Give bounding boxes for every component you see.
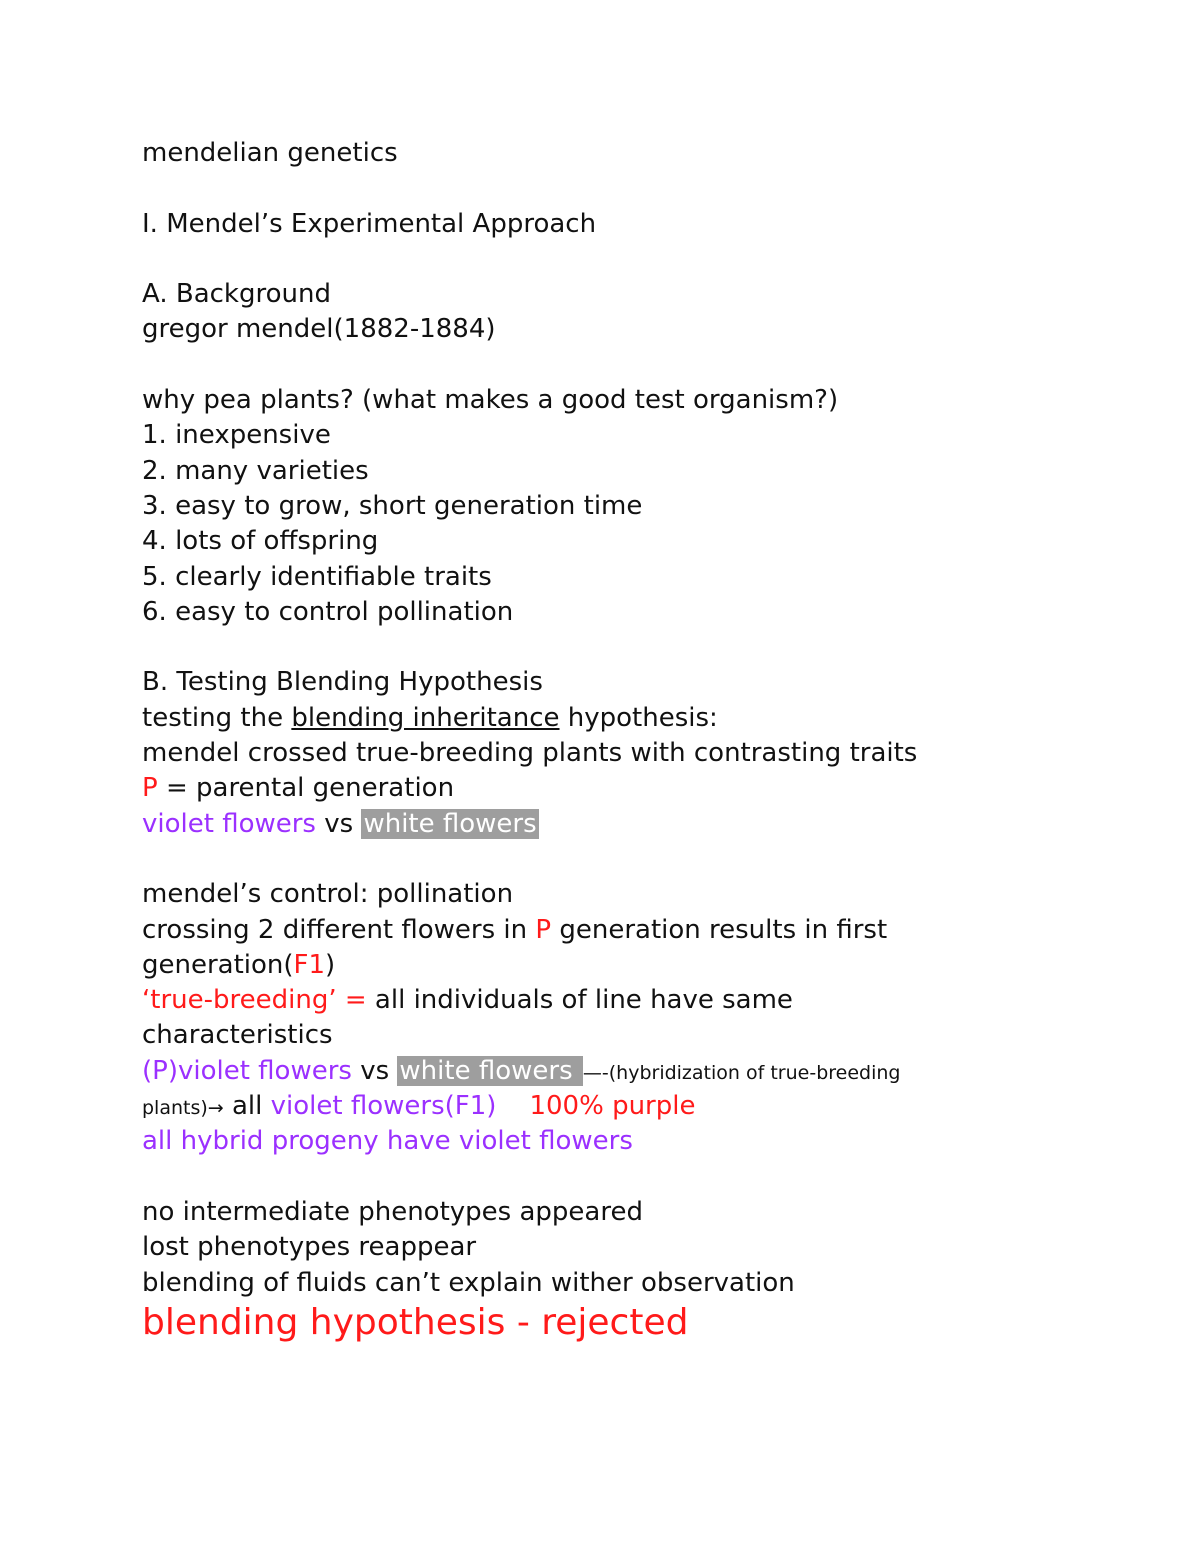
list-item: 6. easy to control pollination [142, 596, 514, 627]
section-heading: I. Mendel’s Experimental Approach [142, 208, 597, 239]
mendel-dates: gregor mendel(1882-1884) [142, 314, 496, 345]
list-item: 5. clearly identifiable traits [142, 561, 492, 592]
crossing-line: crossing 2 different flowers in P generation results in first [142, 914, 888, 945]
control-line: mendel’s control: pollination [142, 879, 514, 910]
characteristics-line: characteristics [142, 1020, 333, 1051]
percent-purple: 100% purple [529, 1091, 696, 1122]
true-breeding-term: ‘true-breeding’ = [142, 985, 367, 1016]
document-page [142, 136, 1062, 1345]
p-label: P [142, 773, 158, 804]
testing-line: testing the blending inheritance hypothesis: [142, 702, 718, 733]
violet-flowers: violet flowers [142, 808, 316, 839]
flowers-line: violet flowers vs white flowers [142, 808, 537, 839]
blending-inheritance-term: blending inheritance [291, 702, 560, 733]
list-item: 4. lots of offspring [142, 526, 379, 557]
pea-question: why pea plants? (what makes a good test organism?) [142, 385, 839, 416]
subsection-b-heading: B. Testing Blending Hypothesis [142, 667, 543, 698]
parental-line: P = parental generation [142, 773, 455, 804]
conclusion-line: lost phenotypes reappear [142, 1232, 477, 1263]
document-title: mendelian genetics [142, 138, 398, 168]
hybrid-line: all hybrid progeny have violet flowers [142, 1126, 633, 1157]
list-item: 3. easy to grow, short generation time [142, 490, 643, 521]
verdict: blending hypothesis - rejected [142, 1301, 689, 1343]
generation-line: generation(F1) [142, 949, 336, 980]
list-item: 2. many varieties [142, 455, 369, 486]
white-flowers-highlight: white flowers [363, 808, 537, 839]
conclusion-line: no intermediate phenotypes appeared [142, 1196, 643, 1227]
hybridization-line: (P)violet flowers vs white flowers —-(hybridization of true-breeding [142, 1055, 901, 1086]
list-item: 1. inexpensive [142, 420, 331, 451]
crossed-line: mendel crossed true-breeding plants with contrasting traits [142, 738, 918, 769]
white-flowers-highlight: white flowers [399, 1055, 581, 1086]
subsection-a-heading: A. Background [142, 279, 331, 310]
f1-line: plants)→ all violet flowers(F1) 100% purple [142, 1091, 696, 1122]
conclusion-line: blending of fluids can’t explain wither observation [142, 1267, 795, 1298]
true-breeding-line: ‘true-breeding’ = all individuals of line have same [142, 985, 793, 1016]
